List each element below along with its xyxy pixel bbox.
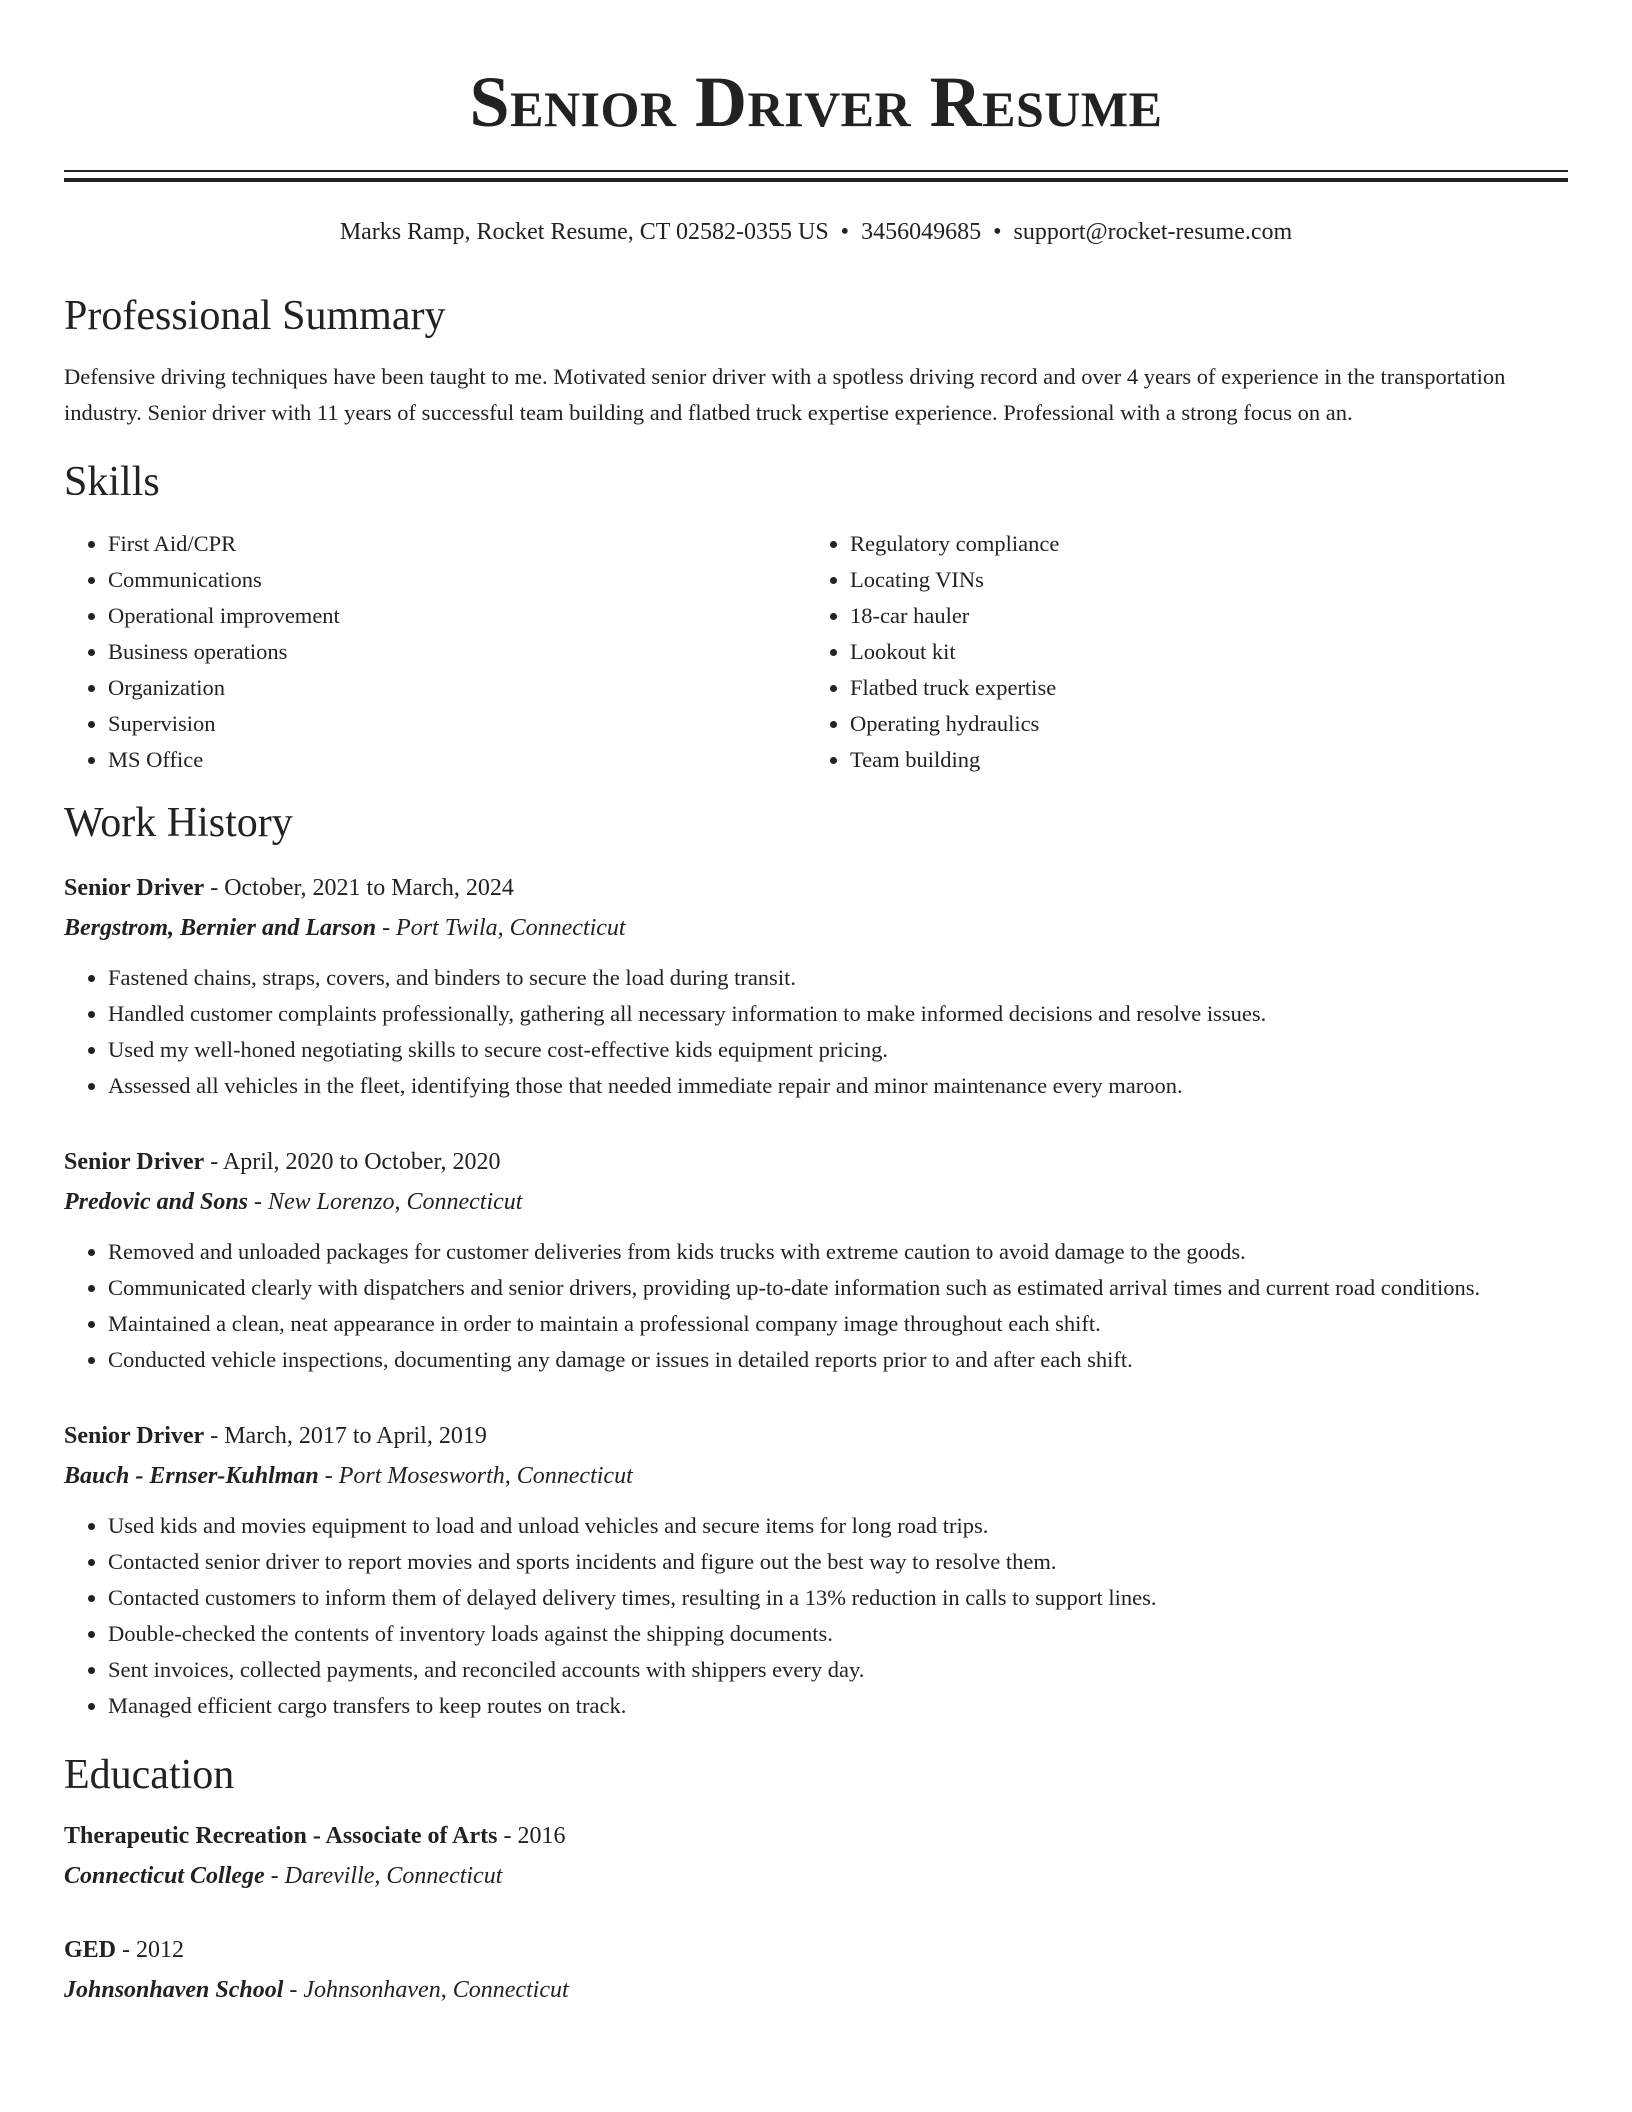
employer-location: - Port Mosesworth, Connecticut <box>318 1462 633 1489</box>
skill-item: • MS Office <box>108 742 806 778</box>
skill-item: • Operational improvement <box>108 598 806 634</box>
job-title-line <box>64 1144 1568 1180</box>
skill-item: • Organization <box>108 670 806 706</box>
job-title: Senior Driver <box>64 874 205 901</box>
school-location: - Johnsonhaven, Connecticut <box>283 1977 569 2004</box>
skill-item: • Operating hydraulics <box>850 706 1548 742</box>
degree-name: Therapeutic Recreation - Associate of Arts <box>64 1823 498 1850</box>
job-bullet: • Conducted vehicle inspections, documenting any damage or issues in detailed reports prior to and after each shift. <box>108 1342 1568 1378</box>
education-entry <box>64 1932 1568 2008</box>
title-divider-thick <box>64 178 1568 182</box>
job-bullet: • Assessed all vehicles in the fleet, identifying those that needed immediate repair and minor maintenance every maroon. <box>108 1068 1568 1104</box>
job-entry <box>64 870 1568 1104</box>
job-title-line <box>64 1418 1568 1454</box>
contact-phone: 3456049685 <box>861 219 982 245</box>
school-location: - Dareville, Connecticut <box>264 1863 503 1890</box>
degree-name: GED <box>64 1937 117 1964</box>
job-title-line <box>64 870 1568 906</box>
job-bullet: • Handled customer complaints professionally, gathering all necessary information to make informed decisions and resolve issues. <box>108 996 1568 1032</box>
section-heading-work-history: Work History <box>64 799 293 846</box>
degree-year: - 2012 <box>116 1937 185 1964</box>
job-bullet: • Contacted senior driver to report movies and sports incidents and figure out the best way to resolve them. <box>108 1544 1568 1580</box>
employer-name: Bauch - Ernser-Kuhlman <box>64 1462 319 1489</box>
skill-item: • Team building <box>850 742 1548 778</box>
resume-title: Senior Driver Resume <box>469 62 1163 142</box>
section-heading-summary: Professional Summary <box>64 292 446 339</box>
school-line <box>64 1972 1568 2008</box>
employer-name: Predovic and Sons <box>64 1188 249 1215</box>
degree-line <box>64 1932 1568 1968</box>
education-entry <box>64 1818 1568 1894</box>
degree-year: - 2016 <box>497 1823 566 1850</box>
job-title: Senior Driver <box>64 1148 205 1175</box>
title-divider-thin <box>64 170 1568 172</box>
employer-location: - New Lorenzo, Connecticut <box>248 1188 523 1215</box>
skill-item: • Lookout kit <box>850 634 1548 670</box>
job-dates: - March, 2017 to April, 2019 <box>204 1422 487 1449</box>
job-bullet: • Double-checked the contents of inventory loads against the shipping documents. <box>108 1616 1568 1652</box>
job-bullet: • Sent invoices, collected payments, and reconciled accounts with shippers every day. <box>108 1652 1568 1688</box>
employer-line <box>64 910 1568 946</box>
job-entry <box>64 1418 1568 1724</box>
job-bullet: • Used my well-honed negotiating skills to secure cost-effective kids equipment pricing. <box>108 1032 1568 1068</box>
skills-list-left <box>64 526 806 778</box>
skills-list-right <box>806 526 1548 778</box>
skill-item: • Flatbed truck expertise <box>850 670 1548 706</box>
job-bullet: • Contacted customers to inform them of delayed delivery times, resulting in a 13% reduction in calls to support lines. <box>108 1580 1568 1616</box>
section-heading-skills: Skills <box>64 459 160 506</box>
job-title: Senior Driver <box>64 1422 205 1449</box>
job-entry <box>64 1144 1568 1378</box>
job-bullets <box>64 1508 1568 1724</box>
degree-line <box>64 1818 1568 1854</box>
job-bullets <box>64 1234 1568 1378</box>
skill-item: • Regulatory compliance <box>850 526 1548 562</box>
contact-line <box>64 218 1568 247</box>
employer-name: Bergstrom, Bernier and Larson <box>64 914 377 941</box>
job-bullet: • Fastened chains, straps, covers, and binders to secure the load during transit. <box>108 960 1568 996</box>
job-bullets <box>64 960 1568 1104</box>
school-name: Connecticut College <box>64 1863 265 1890</box>
section-heading-education: Education <box>64 1751 235 1798</box>
summary-text: Defensive driving techniques have been taught to me. Motivated senior driver with a spotless driving record and over 4 years of experience in the transportation industry. Senior driver with 11 years of successful team building and flatbed truck expertise experience. Professional with a strong focus on an. <box>64 364 1506 426</box>
skill-item: • Business operations <box>108 634 806 670</box>
skills-columns <box>64 526 1568 778</box>
job-bullet: • Used kids and movies equipment to load and unload vehicles and secure items for long road trips. <box>108 1508 1568 1544</box>
job-dates: - October, 2021 to March, 2024 <box>204 874 514 901</box>
contact-separator: • <box>840 219 850 245</box>
contact-address: Marks Ramp, Rocket Resume, CT 02582-0355 US <box>339 219 829 245</box>
job-dates: - April, 2020 to October, 2020 <box>204 1148 501 1175</box>
resume-page <box>64 0 1568 2008</box>
skill-item: • Locating VINs <box>850 562 1548 598</box>
job-bullet: • Managed efficient cargo transfers to keep routes on track. <box>108 1688 1568 1724</box>
job-bullet: • Communicated clearly with dispatchers and senior drivers, providing up-to-date information such as estimated arrival times and current road conditions. <box>108 1270 1568 1306</box>
employer-location: - Port Twila, Connecticut <box>376 914 626 941</box>
contact-email: support@rocket-resume.com <box>1013 219 1293 245</box>
skill-item: • Supervision <box>108 706 806 742</box>
skill-item: • First Aid/CPR <box>108 526 806 562</box>
contact-separator: • <box>993 219 1002 245</box>
job-bullet: • Removed and unloaded packages for customer deliveries from kids trucks with extreme caution to avoid damage to the goods. <box>108 1234 1568 1270</box>
employer-line <box>64 1458 1568 1494</box>
employer-line <box>64 1184 1568 1220</box>
school-line <box>64 1858 1568 1894</box>
skill-item: • 18-car hauler <box>850 598 1548 634</box>
school-name: Johnsonhaven School <box>64 1977 284 2004</box>
job-bullet: • Maintained a clean, neat appearance in order to maintain a professional company image throughout each shift. <box>108 1306 1568 1342</box>
skill-item: • Communications <box>108 562 806 598</box>
